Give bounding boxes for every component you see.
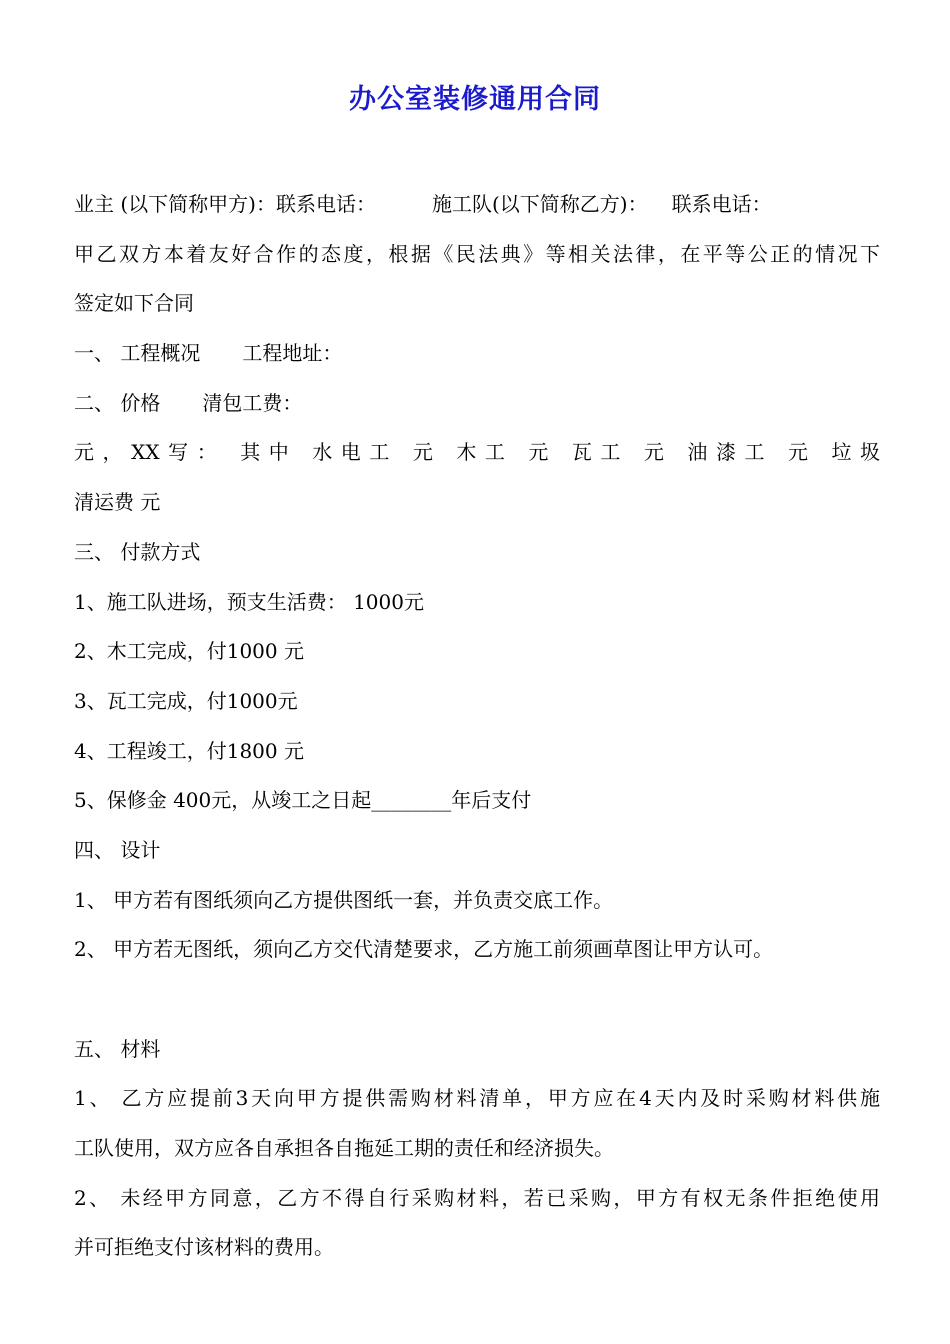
design-item-1: 1、 甲方若有图纸须向乙方提供图纸一套，并负责交底工作。 <box>74 887 614 912</box>
design-item-2: 2、 甲方若无图纸，须向乙方交代清楚要求，乙方施工前须画草图让甲方认可。 <box>74 937 774 962</box>
payment-item-5: 5、保修金 400元，从竣工之日起________年后支付 <box>74 788 532 813</box>
price-tiling: 瓦工 元 <box>571 440 673 465</box>
parties-line <box>74 180 880 230</box>
section-2-line <box>74 379 880 429</box>
contractor-phone-label: 联系电话： <box>671 192 772 216</box>
address-label: 工程地址： <box>242 341 343 366</box>
material-item-1-line-1: 1、 乙方应提前3天向甲方提供需购材料清单，甲方应在4天内及时采购材料供施 <box>74 1086 880 1111</box>
price-garbage-cont: 清运费 元 <box>74 490 161 515</box>
price-garbage: 垃圾 <box>831 440 880 465</box>
blank-line <box>74 975 880 1025</box>
document-title: 办公室装修通用合同 <box>349 84 601 115</box>
payment-item-1: 1、施工队进场，预支生活费： 1000元 <box>74 589 424 614</box>
section-4-heading: 四、 设计 <box>74 837 161 862</box>
price-plumbing: 其中 水电工 元 <box>240 440 442 465</box>
section-1-heading: 一、 工程概况 <box>74 341 201 366</box>
payment-item-2: 2、木工完成，付1000 元 <box>74 639 304 664</box>
price-amount-written: 元，XX写： <box>74 440 226 465</box>
price-carpentry: 木工 元 <box>456 440 557 465</box>
payment-item-3: 3、瓦工完成，付1000元 <box>74 688 298 713</box>
section-3-heading: 三、 付款方式 <box>74 539 201 564</box>
price-painting: 油漆工 元 <box>687 440 817 465</box>
section-1-line <box>74 329 880 379</box>
material-item-2-line-1: 2、 未经甲方同意，乙方不得自行采购材料，若已采购，甲方有权无条件拒绝使用 <box>74 1185 880 1210</box>
intro-line-1: 甲乙双方本着友好合作的态度，根据《民法典》等相关法律，在平等公正的情况下 <box>74 241 880 266</box>
intro-line-2: 签定如下合同 <box>74 291 194 316</box>
section-5-heading: 五、 材料 <box>74 1036 161 1061</box>
material-item-2-line-2: 并可拒绝支付该材料的费用。 <box>74 1235 334 1260</box>
section-2-heading: 二、 价格 <box>74 390 161 415</box>
material-item-1-line-2: 工队使用，双方应各自承担各自拖延工期的责任和经济损失。 <box>74 1136 614 1161</box>
price-breakdown-line <box>74 428 880 478</box>
document-body <box>74 180 880 1273</box>
package-fee-label: 清包工费： <box>202 390 303 415</box>
contractor-label: 施工队(以下简称乙方)： <box>431 192 648 216</box>
owner-label: 业主 (以下简称甲方)：联系电话： <box>74 192 376 216</box>
payment-item-4: 4、工程竣工，付1800 元 <box>74 738 304 763</box>
